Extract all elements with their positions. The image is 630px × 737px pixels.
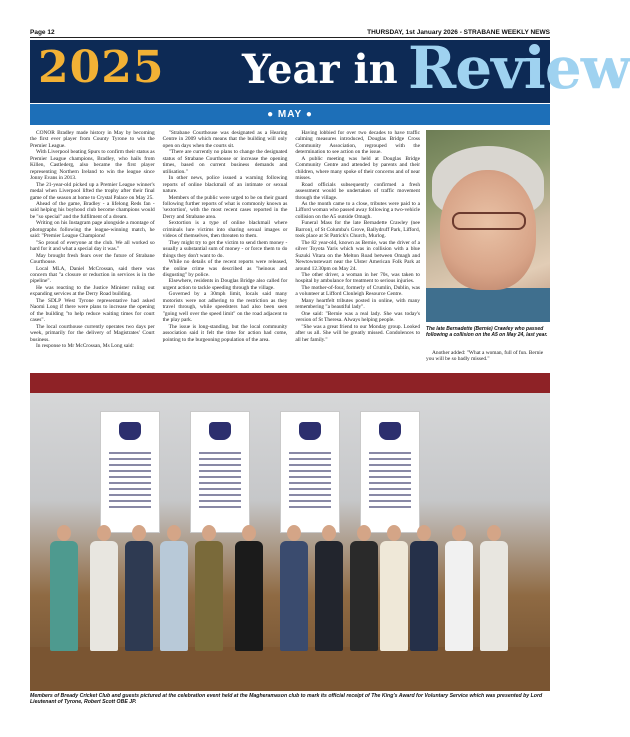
article-paragraph: Ahead of the game, Bradley - a lifelong Reds fan - said helping his boyhood club become champions would be "so special" and the fulfilment of a dream. xyxy=(30,200,155,220)
article-column-1 xyxy=(30,130,155,368)
person xyxy=(235,525,263,651)
photo-floor xyxy=(30,647,550,691)
crown-icon xyxy=(299,422,321,440)
person xyxy=(50,525,78,651)
side-extra-paragraph: Another added: "What a woman, full of fun. Bernie you will be so badly missed." xyxy=(426,350,544,363)
article-paragraph: With Liverpool beating Spurs to confirm their status as Premier League champions, Bradley, who hails from Killen, Castlederg, also became the first player representing Northern Ireland to win the league since Jonny Evans in 2013. xyxy=(30,149,155,182)
article-paragraph: "So proud of everyone at the club. We all worked so hard for it and what a special day it was." xyxy=(30,239,155,253)
article-paragraph: The 21-year-old picked up a Premier League winner's medal when Liverpool lifted the trophy after their final game of the season at home to Crystal Palace on May 25. xyxy=(30,181,155,201)
kings-award-banner xyxy=(190,411,250,533)
kings-award-banner xyxy=(360,411,420,533)
photo-red-wall xyxy=(30,373,550,393)
article-column-3 xyxy=(295,130,420,368)
year-in-review-banner xyxy=(30,34,630,103)
kings-award-banner xyxy=(100,411,160,533)
person xyxy=(315,525,343,651)
person xyxy=(160,525,188,651)
person xyxy=(90,525,118,651)
article-paragraph: The mother-of-four, formerly of Crumlin, Dublin, was a volunteer at Lifford Clonleigh Resource Centre. xyxy=(295,284,421,298)
article-paragraph: Governed by a 30mph limit, locals said many motorists were not adhering to the restriction as they travel through, while speedsters had also been seen "going well over the speed limit" on the road adjacent to the play park. xyxy=(162,291,288,324)
month-label: ● MAY ● xyxy=(267,109,313,120)
person xyxy=(480,525,508,651)
article-paragraph: Funeral Mass for the late Bernadette Crawley (nee Barron), of St Columba's Grove, Ballydruff Park, Lifford, took place at St Patrick's Church, Murlog. xyxy=(295,220,421,240)
article-paragraph: In other news, police issued a warning following reports of online blackmail of an intimate or sexual nature. xyxy=(162,175,288,195)
article-paragraph: "There are currently no plans to change the designated status of Strabane Courthouse or increase the opening times, based on current business demands and utilisation." xyxy=(162,149,288,175)
article-paragraph: Having lobbied for over two decades to have traffic calming measures introduced, Douglas Bridge Cross Community Association, regrouped with the determination to see action on the issue. xyxy=(295,130,421,156)
main-photo-caption: Members of Bready Cricket Club and guests pictured at the celebration event held at the Magheramason club to mark its official receipt of The King's Award for Voluntary Service which was presented by Lord Lieutenant of Tyrone, Robert Scott OBE JP. xyxy=(30,693,543,706)
person xyxy=(410,525,438,651)
article-paragraph: Writing on his Instagram page alongside a montage of photographs following the league-winning match, he said: "Premier League Champions! xyxy=(30,220,155,240)
kings-award-banner xyxy=(280,411,340,533)
article-paragraph: The 82 year-old, known as Bernie, was the driver of a silver Toyota Yaris which was in collision with a blue Suzuki Vitara on the Melton Road between Omagh and Newtownstewart near the Ulster American Folk Park at around 12.30pm on May 24. xyxy=(295,239,421,272)
crown-icon xyxy=(209,422,231,440)
photo-glasses xyxy=(452,212,526,230)
article-paragraph: The issue is long-standing, but the local community association said it felt the time for action had come, pointing to the burgeoning population of the area. xyxy=(162,323,288,343)
article-paragraph: "Strabane Courthouse was designated as a Hearing Centre in 2009 which means that the building will only open on days when the courts sit. xyxy=(162,130,288,149)
bernadette-photo xyxy=(426,130,550,322)
article-paragraph: The local courthouse currently operates two days per week, primarily for the delivery of Magistrates' Court business. xyxy=(30,323,155,343)
article-paragraph: "She was a great friend to our Monday group. Looked after us all. She will be greatly missed. Condolences to all her family." xyxy=(295,323,421,343)
article-paragraph: CONOR Bradley made history in May by becoming the first ever player from County Tyrone to win the Premier League. xyxy=(30,130,155,149)
photo-face xyxy=(440,170,536,290)
article-columns xyxy=(30,130,420,368)
article-paragraph: The SDLP West Tyrone representative had asked Naomi Long if there were plans to increase the opening of the building "to help reduce waiting times for court cases". xyxy=(30,297,155,324)
person xyxy=(125,525,153,651)
banner-year: 2025 xyxy=(38,42,165,93)
article-paragraph: Members of the public were urged to be on their guard following further reports of what is commonly known as 'sextortion', with the most recent cases reported in the Derry and Strabane area. xyxy=(162,194,288,220)
crown-icon xyxy=(119,422,141,440)
photo-shirt xyxy=(426,288,550,322)
article-paragraph: Local MLA, Daniel McCrossan, said there was concern that "a closure or reduction in services is in the pipeline". xyxy=(30,265,155,285)
banner-review-text: Review xyxy=(408,34,630,102)
person xyxy=(195,525,223,651)
article-paragraph: Many heartfelt tributes posted in online, with many remembering "a beautiful lady". xyxy=(295,297,421,311)
article-column-2 xyxy=(163,130,288,368)
article-paragraph: May brought fresh fears over the future of Strabane Courthouse. xyxy=(30,252,155,266)
article-paragraph: He was reacting to the Justice Minister ruling out expanding services at the Derry Road building. xyxy=(30,284,155,298)
article-paragraph: Elsewhere, residents in Douglas Bridge also called for urgent action to tackle speeding through the village. xyxy=(162,278,288,291)
article-paragraph: In response to Mr McCrossan, Ms Long said: xyxy=(36,342,134,349)
person xyxy=(280,525,308,651)
month-bar xyxy=(30,104,550,125)
article-paragraph: One said: "Bernie was a real lady. She was today's version of St Theresa. Always helping people. xyxy=(295,310,421,324)
cricket-club-group-photo xyxy=(30,373,550,691)
article-paragraph: While no details of the recent reports were released, the online crime was described as "heinous and disgusting" by police. xyxy=(162,259,288,278)
side-photo-caption: The late Bernadette (Bernie) Crawley who passed following a collision on the A5 on May 24, last year. xyxy=(426,326,548,338)
article-paragraph: As the month came to a close, tributes were paid to a Lifford woman who passed away following a two-vehicle collision on the A5 outside Omagh. xyxy=(295,200,421,220)
person xyxy=(380,525,408,651)
article-paragraph: Sextortion is a type of online blackmail where criminals lure victims into sharing sexual images or videos of themselves, then threaten to them. xyxy=(162,220,288,240)
page-number: Page 12 xyxy=(30,28,55,36)
article-paragraph: Road officials subsequently confirmed a fresh assessment would be undertaken of traffic movement through the village. xyxy=(295,181,421,201)
person xyxy=(350,525,378,651)
article-paragraph: They might try to get the victim to send them money - usually a substantial sum of money - or force them to do things they don't want to do. xyxy=(162,239,288,259)
edition-line: THURSDAY, 1st January 2026 - STRABANE WEEKLY NEWS xyxy=(367,28,550,36)
banner-mid-text: Year in xyxy=(242,46,398,93)
crown-icon xyxy=(379,422,401,440)
article-paragraph: A public meeting was held at Douglas Bridge Community Centre and attended by parents and their children, where many spoke of their concerns and of near misses. xyxy=(295,155,421,182)
article-paragraph: The other driver, a woman in her 70s, was taken to hospital by ambulance for treatment to serious injuries. xyxy=(295,271,421,285)
person xyxy=(445,525,473,651)
